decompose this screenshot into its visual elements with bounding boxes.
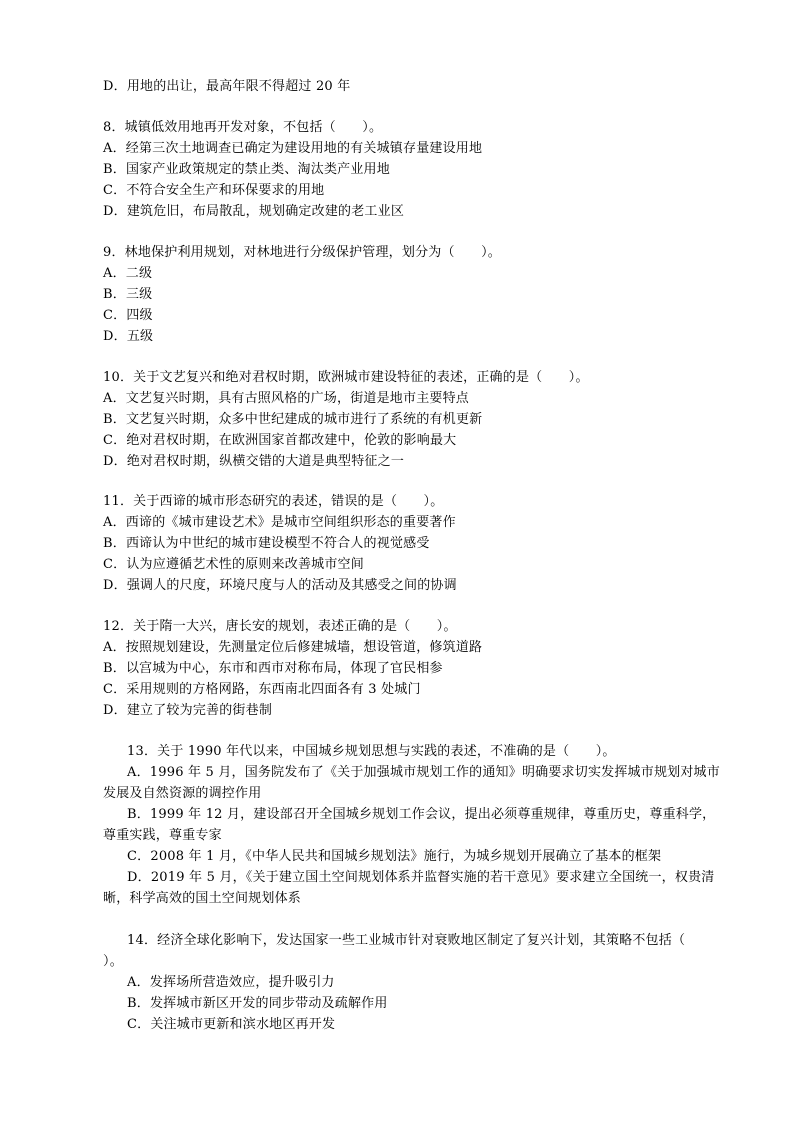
question-11-option-d: D．强调人的尺度，环境尺度与人的活动及其感受之间的协调 [103,578,457,593]
question-13-option-b-cont: 尊重实践，尊重专家 [103,828,222,843]
question-10-option-c: C．绝对君权时期，在欧洲国家首都改建中，伦敦的影响最大 [103,433,457,448]
question-12-option-b: B．以宫城为中心，东市和西市对称布局，体现了官民相参 [103,661,443,676]
question-14-option-c: C．关注城市更新和滨水地区再开发 [127,1017,336,1032]
question-11-stem: 11．关于西谛的城市形态研究的表述，错误的是（ ）。 [103,494,444,509]
question-9-option-b: B．三级 [103,287,153,302]
question-13-option-d: D．2019 年 5 月，《关于建立国土空间规划体系并监督实施的若干意见》要求建立全国统一，权贵清 [127,870,715,885]
question-10-stem: 10．关于文艺复兴和绝对君权时期，欧洲城市建设特征的表述，正确的是（ ）。 [103,370,589,385]
question-10-option-a: A．文艺复兴时期，具有古照风格的广场，街道是地市主要特点 [103,391,469,406]
question-9-option-d: D．五级 [103,329,154,344]
question-12-stem: 12．关于隋一大兴，唐长安的规划，表述正确的是（ ）。 [103,619,457,634]
question-13-option-a-cont: 发展及自然资源的调控作用 [103,786,262,801]
question-9-option-a: A．二级 [103,266,153,281]
question-10-option-d: D．绝对君权时期，纵横交错的大道是典型特征之一 [103,454,405,469]
question-7-option-d: D．用地的出让，最高年限不得超过 20 年 [103,79,351,94]
question-11-option-c: C．认为应遵循艺术性的原则来改善城市空间 [103,557,364,572]
question-11-option-a: A．西谛的《城市建设艺术》是城市空间组织形态的重要著作 [103,515,456,530]
question-8-option-a: A．经第三次土地调查已确定为建设用地的有关城镇存量建设用地 [103,141,483,156]
question-13-option-a: A．1996 年 5 月，国务院发布了《关于加强城市规划工作的通知》明确要求切实发挥城市规划对城市 [127,765,720,780]
question-14-stem: 14．经济全球化影响下，发达国家一些工业城市针对衰败地区制定了复兴计划，其策略不包括（ [127,933,686,948]
question-13-option-c: C．2008 年 1 月，《中华人民共和国城乡规划法》施行，为城乡规划开展确立了基本的框架 [127,849,662,864]
question-13-option-d-cont: 晰，科学高效的国土空间规划体系 [103,891,302,906]
question-14-option-a: A．发挥场所营造效应，提升吸引力 [127,975,335,990]
question-9-option-c: C．四级 [103,308,153,323]
question-12-option-d: D．建立了较为完善的街巷制 [103,703,273,718]
question-8-option-d: D．建筑危旧，布局散乱，规划确定改建的老工业区 [103,204,405,219]
question-8-option-c: C．不符合安全生产和环保要求的用地 [103,183,325,198]
question-9-stem: 9．林地保护利用规划，对林地进行分级保护管理，划分为（ ）。 [103,245,501,260]
question-10-option-b: B．文艺复兴时期，众多中世纪建成的城市进行了系统的有机更新 [103,412,483,427]
question-13-stem: 13．关于 1990 年代以来，中国城乡规划思想与实践的表述，不准确的是（ ）。 [127,744,616,759]
question-12-option-a: A．按照规划建设，先测量定位后修建城墙，想设管道，修筑道路 [103,640,483,655]
question-11-option-b: B．西谛认为中世纪的城市建设模型不符合人的视觉感受 [103,536,430,551]
question-8-stem: 8．城镇低效用地再开发对象，不包括（ ）。 [103,120,383,135]
question-14-option-b: B．发挥城市新区开发的同步带动及疏解作用 [127,996,388,1011]
question-13-option-b: B．1999 年 12 月，建设部召开全国城乡规划工作会议，提出必须尊重规律，尊重历史，尊重科学， [127,807,716,822]
question-12-option-c: C．采用规则的方格网路，东西南北四面各有 3 处城门 [103,682,421,697]
question-8-option-b: B．国家产业政策规定的禁止类、淘汰类产业用地 [103,162,390,177]
question-14-stem-cont: ）。 [103,954,123,969]
